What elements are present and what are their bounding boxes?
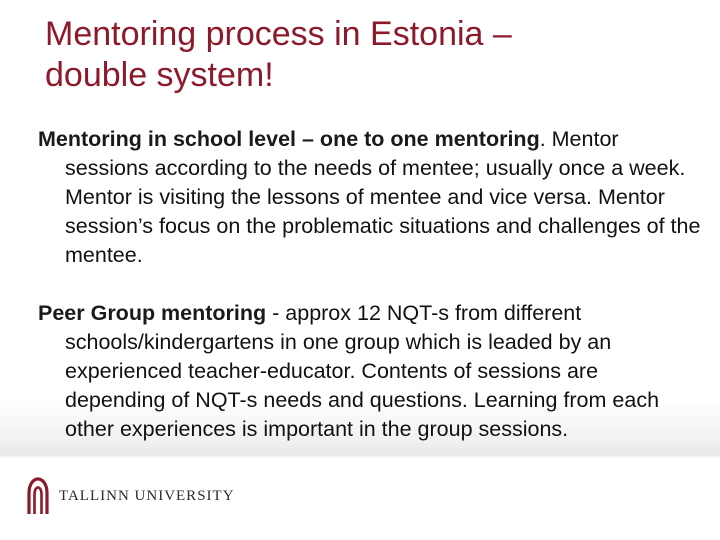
paragraph-lead: Peer Group mentoring: [38, 301, 267, 325]
slide-body: [38, 125, 703, 444]
paragraph-lead: Mentoring in school level – one to one mentoring: [38, 127, 540, 151]
title-line-2: double system!: [45, 56, 274, 94]
university-logo-icon: [26, 477, 50, 515]
footer-logo: [26, 476, 235, 516]
paragraph-text: . Mentor sessions according to the needs of mentee; usually once a week. Mentor is visiting the lessons of mentee and vice versa. Mentor session’s focus on the problematic situations and challenges of the mentee.: [65, 127, 701, 267]
paragraph-text: - approx 12 NQT-s from different schools/kindergartens in one group which is leaded by an experienced teacher-educator. Contents of sessions are depending of NQT-s needs and questions. Learning from each other experiences is important in the group sessions.: [65, 301, 660, 441]
paragraph-school-mentoring: [38, 125, 703, 270]
paragraph-peer-group-mentoring: [38, 299, 703, 444]
title-line-1: Mentoring process in Estonia –: [45, 15, 512, 53]
slide-title: [45, 14, 685, 96]
university-name: TALLINN UNIVERSITY: [59, 487, 235, 504]
